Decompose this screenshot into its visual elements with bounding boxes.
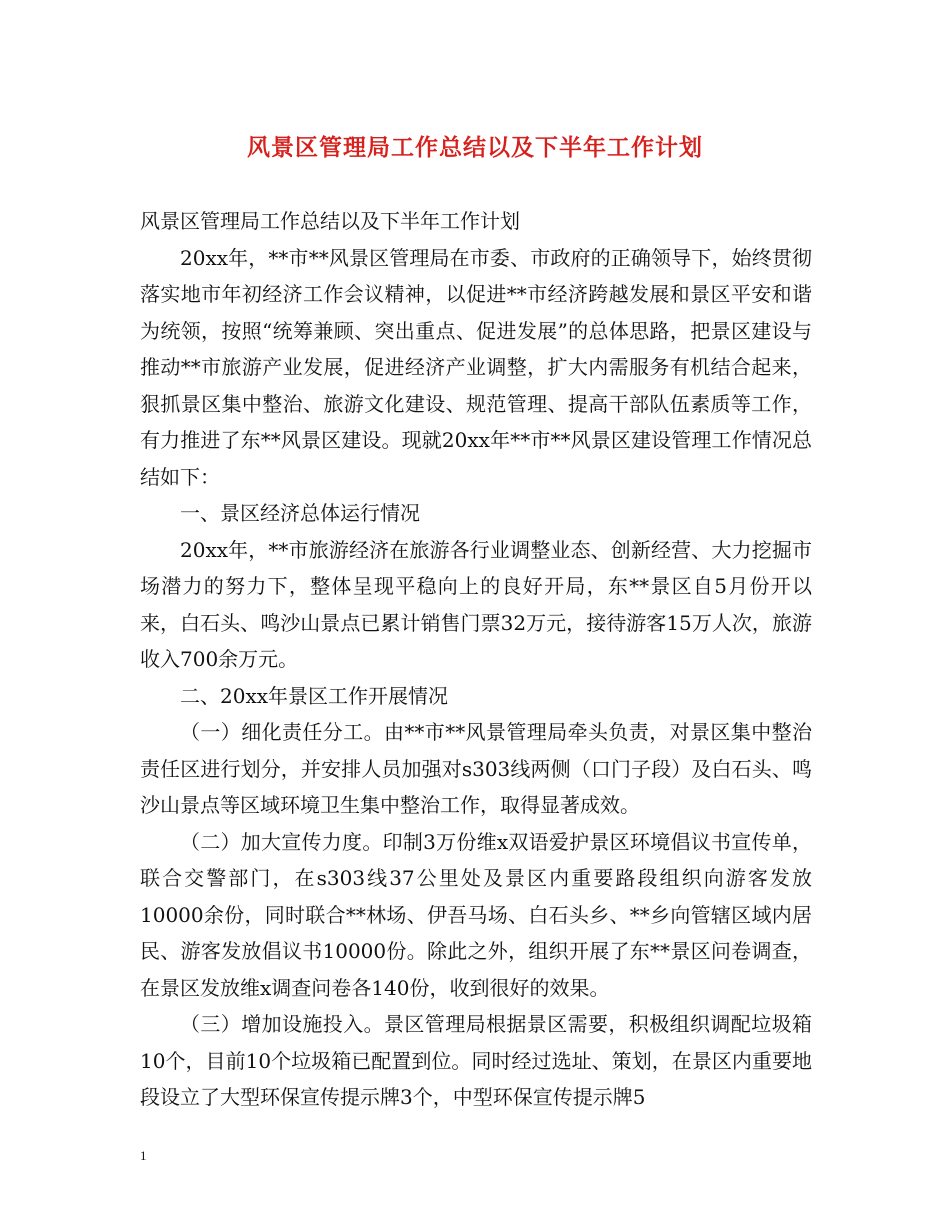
paragraph-publicity: （二）加大宣传力度。印制3万份维x双语爱护景区环境倡议书宣传单，联合交警部门，在s303线37公里处及景区内重要路段组织向游客发放10000余份，同时联合**林场、伊吾马场、白石头乡、**乡向管辖区域内居民、游客发放倡议书10000份。除此之外，组织开展了东**景区问卷调查，在景区发放维x调查问卷各140份，收到很好的效果。 <box>140 829 812 1000</box>
paragraph-responsibility: （一）细化责任分工。由**市**风景管理局牵头负责，对景区集中整治责任区进行划分，并安排人员加强对s303线两侧（口门子段）及白石头、鸣沙山景点等区域环境卫生集中整治工作，取得显著成效。 <box>140 720 812 817</box>
paragraph-economy: 20xx年，**市旅游经济在旅游各行业调整业态、创新经营、大力挖掘市场潜力的努力下，整体呈现平稳向上的良好开局，东**景区自5月份开以来，白石头、鸣沙山景点已累计销售门票32万元，接待游客15万人次，旅游收入700余万元。 <box>140 537 812 671</box>
section-heading-1: 一、景区经济总体运行情况 <box>180 501 420 525</box>
page-number: 1 <box>140 1148 147 1163</box>
paragraph-subtitle: 风景区管理局工作总结以及下半年工作计划 <box>140 209 520 233</box>
page-title: 风景区管理局工作总结以及下半年工作计划 <box>247 134 703 161</box>
paragraph-intro: 20xx年，**市**风景区管理局在市委、市政府的正确领导下，始终贯彻落实地市年初经济工作会议精神，以促进**市经济跨越发展和景区平安和谐为统领，按照“统筹兼顾、突出重点、促进发展”的总体思路，把景区建设与推动**市旅游产业发展，促进经济产业调整，扩大内需服务有机结合起来，狠抓景区集中整治、旅游文化建设、规范管理、提高干部队伍素质等工作，有力推进了东**风景区建设。现就20xx年**市**风景区建设管理工作情况总结如下： <box>140 245 812 489</box>
document-body <box>140 203 812 1116</box>
paragraph-facilities: （三）增加设施投入。景区管理局根据景区需要，积极组织调配垃圾箱10个，目前10个垃圾箱已配置到位。同时经过选址、策划，在景区内重要地段设立了大型环保宣传提示牌3个，中型环保宣传提示牌5 <box>140 1012 812 1109</box>
section-heading-2: 二、20xx年景区工作开展情况 <box>180 683 449 708</box>
